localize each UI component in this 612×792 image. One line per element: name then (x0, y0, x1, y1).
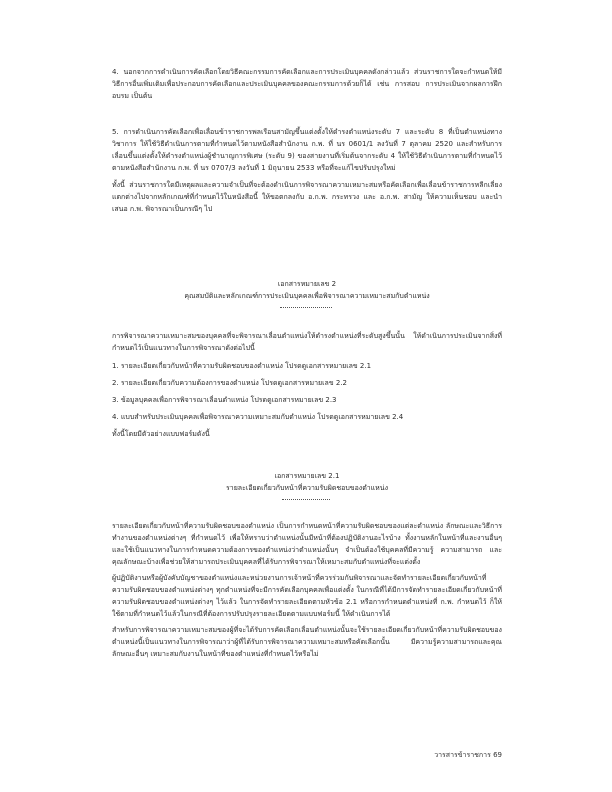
section-2-1-paragraph-2: ผู้ปฏิบัติงานหรือผู้บังคับบัญชาของตำแหน่งและหน่วยงานการเจ้าหน้าที่ควรร่วมกันพิจารณาและจัดทำรายละเอียดเกี่ยวกับหน้าที่ความรับผิดชอบของตำแหน่งต่างๆ ทุกตำแหน่งที่จะมีการคัดเลือกบุคคลเพื่อแต่งตั้ง ในกรณีที่ได้มีการจัดทำรายละเอียดเกี่ยวกับหน้าที่ความรับผิดชอบของตำแหน่งต่างๆ ไว้แล้ว ในการจัดทำรายละเอียดตามหัวข้อ 2.1 หรือการกำหนดตำแหน่งที่ ก.พ. กำหนดไว้ ก็ให้ใช้ตามที่กำหนดไว้แล้วในกรณีที่ต้องการปรับปรุงรายละเอียดตามแบบฟอร์มนี้ ให้ดำเนินการได้ (112, 574, 502, 618)
section-2-body (112, 330, 502, 440)
list-item: 2. รายละเอียดเกี่ยวกับความต้องการของตำแหน่ง โปรดดูเอกสารหมายเลข 2.2 (112, 379, 347, 387)
section-2-intro: การพิจารณาความเหมาะสมของบุคคลที่จะพิจารณาเลื่อนตำแหน่งให้ดำรงตำแหน่งที่ระดับสูงขึ้นนั้น ให้ดำเนินการประเมินจากสิ่งที่กำหนดไว้เป็นแนวทางในการพิจารณาดังต่อไปนี้ (112, 332, 502, 352)
paragraph-6: ทั้งนี้ ส่วนราชการใดมีเหตุผลและความจำเป็นที่จะต้องดำเนินการพิจารณาความเหมาะสมหรือคัดเลือกเพื่อเลื่อนข้าราชการหลีกเลี่ยงแตกต่างไปจากหลักเกณฑ์ที่กำหนดไว้ในหนังสือนี้ ให้ขอตกลงกับ อ.ก.พ. กระทรวง และ อ.ก.พ. สามัญ ให้ความเห็นชอบ และนำเสนอ ก.พ. พิจารณาเป็นกรณีๆ ไป (112, 181, 502, 213)
section-2-1-heading (112, 470, 502, 494)
section-2-1-paragraph-1: รายละเอียดเกี่ยวกับหน้าที่ความรับผิดชอบของตำแหน่ง เป็นการกำหนดหน้าที่ความรับผิดชอบของแต่ละตำแหน่ง ลักษณะและวิธีการทำงานของตำแหน่งต่างๆ ที่กำหนดไว้ เพื่อให้ทราบว่าตำแหน่งนั้นมีหน้าที่ต้องปฏิบัติงานอะไรบ้าง ทั้งงานหลักในหน้าที่และงานอื่นๆ และใช้เป็นแนวทางในการกำหนดความต้องการของตำแหน่งว่าตำแหน่งนั้นๆ จำเป็นต้องใช้บุคคลที่มีความรู้ ความสามารถ และคุณลักษณะบ้างเพื่อช่วยให้สามารถประเมินบุคคลที่ได้รับการพิจารณาให้เหมาะสมกับตำแหน่งที่จะแต่งตั้ง (112, 522, 502, 566)
list-item: 1. รายละเอียดเกี่ยวกับหน้าที่ความรับผิดชอบของตำแหน่ง โปรดดูเอกสารหมายเลข 2.1 (112, 362, 372, 370)
section-2-1-subtitle: รายละเอียดเกี่ยวกับหน้าที่ความรับผิดชอบของตำแหน่ง (226, 484, 388, 492)
section-2-divider (280, 307, 332, 308)
section-2-1-paragraph-3: สำหรับการพิจารณาความเหมาะสมของผู้ที่จะได้รับการคัดเลือกเลื่อนตำแหน่งนั้นจะใช้รายละเอียดเกี่ยวกับหน้าที่ความรับผิดชอบของตำแหน่งนี้เป็นแนวทางในการพิจารณาว่าผู้ที่ได้รับการพิจารณาความเหมาะสมหรือคัดเลือกนั้น มีความรู้ความสามารถและคุณลักษณะอื่นๆ เหมาะสมกับงานในหน้าที่ของตำแหน่งที่กำหนดไว้หรือไม่ (112, 626, 502, 658)
section-2-heading (112, 278, 502, 302)
page-footer: วารสารข้าราชการ 69 (434, 751, 502, 759)
list-item: 3. ข้อมูลบุคคลเพื่อการพิจารณาเลื่อนตำแหน่ง โปรดดูเอกสารหมายเลข 2.3 (112, 396, 337, 404)
section-2-list (112, 360, 502, 423)
section-2-1-divider (282, 499, 330, 500)
section-2-closing: ทั้งนี้โดยมีตัวอย่างแบบฟอร์มดังนี้ (112, 430, 210, 438)
section-2-1-title: เอกสารหมายเลข 2.1 (274, 472, 340, 480)
section-1-body (112, 66, 502, 215)
section-2-1-body (112, 520, 502, 664)
list-item: 4. แบบสำหรับประเมินบุคคลเพื่อพิจารณาความเหมาะสมกับตำแหน่ง โปรดดูเอกสารหมายเลข 2.4 (112, 413, 404, 421)
section-2-title: เอกสารหมายเลข 2 (277, 280, 337, 288)
paragraph-4: 4. นอกจากการดำเนินการคัดเลือกโดยวิธีคณะกรรมการคัดเลือกและการประเมินบุคคลดังกล่าวแล้ว ส่วนราชการใดจะกำหนดให้มีวิธีการอื่นเพิ่มเติมเพื่อประกอบการคัดเลือกและประเมินบุคคลของคณะกรรมการด้วยก็ได้ เช่น การสอบ การประเมินจากผลการฝึกอบรม เป็นต้น (112, 68, 502, 100)
paragraph-5: 5. การดำเนินการคัดเลือกเพื่อเลื่อนข้าราชการพลเรือนสามัญขึ้นแต่งตั้งให้ดำรงตำแหน่งระดับ 7 และระดับ 8 ที่เป็นตำแหน่งทางวิชาการ ให้ใช้วิธีดำเนินการตามที่กำหนดไว้ตามหนังสือสำนักงาน ก.พ. ที่ นร 0601/1 ลงวันที่ 7 ตุลาคม 2520 และสำหรับการเลื่อนขึ้นแต่งตั้งให้ดำรงตำแหน่งผู้ชำนาญการพิเศษ (ระดับ 9) ของสายงานที่เริ่มต้นจากระดับ 4 ให้ใช้วิธีดำเนินการตามที่กำหนดไว้ตามหนังสือสำนักงาน ก.พ. ที่ นร 0707/3 ลงวันที่ 1 มิถุนายน 2533 หรือที่จะแก้ไขปรับปรุงใหม่ (112, 128, 502, 172)
section-2-subtitle: คุณสมบัติและหลักเกณฑ์การประเมินบุคคลเพื่อพิจารณาความเหมาะสมกับตำแหน่ง (184, 292, 430, 300)
